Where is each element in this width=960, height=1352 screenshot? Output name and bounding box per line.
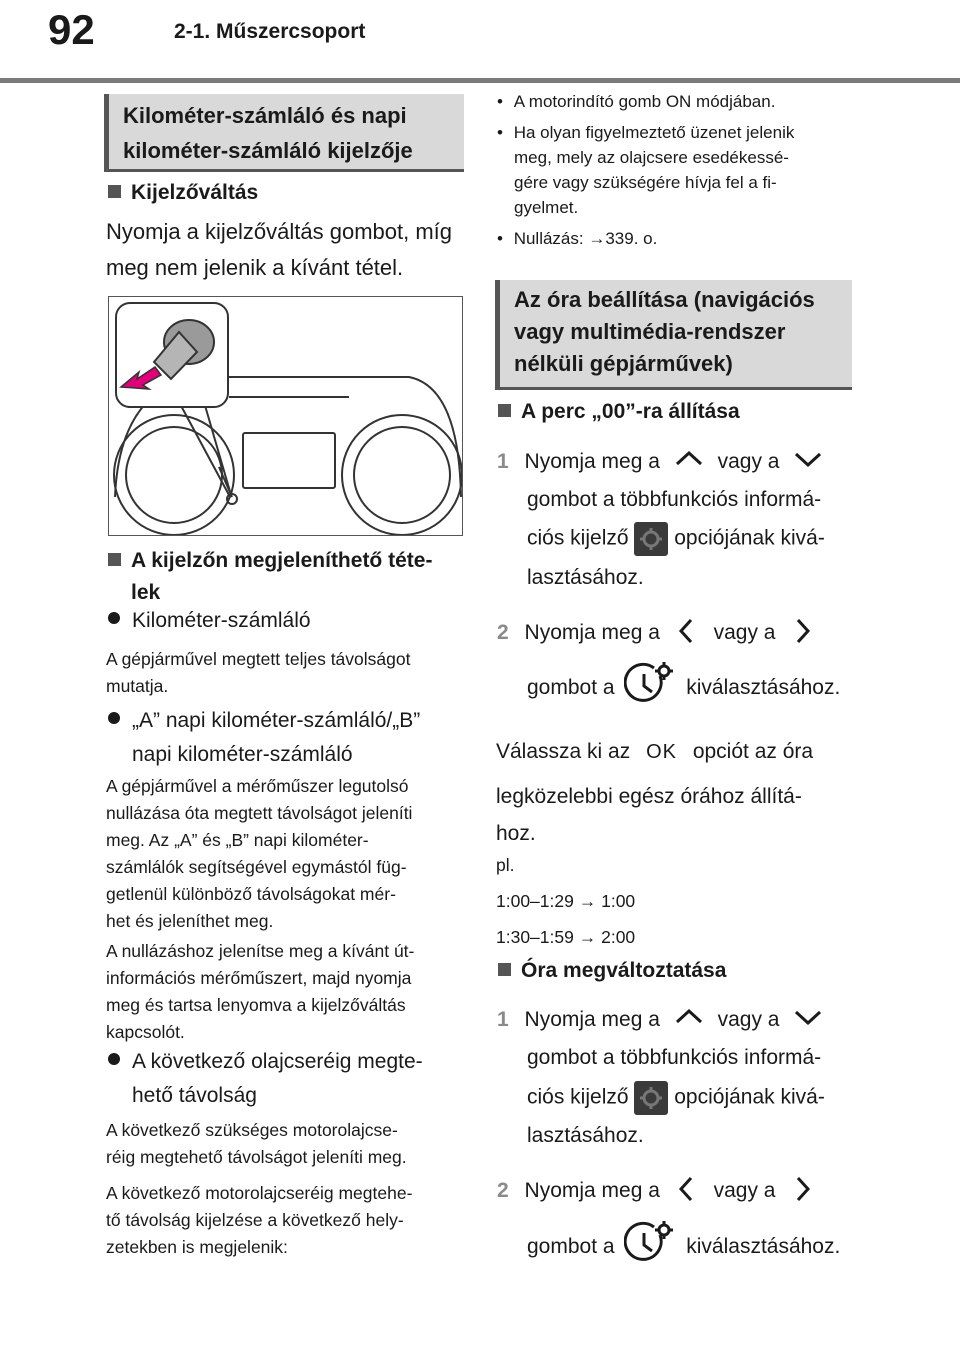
chevron-left-icon [672,616,702,646]
step1b-line2: gombot a többfunkciós informá- [527,1046,822,1069]
subheading-change-hour: Óra megváltoztatása [498,959,726,983]
section-title: 2-1. Műszercsoport [174,20,366,43]
square-bullet-icon [108,553,121,566]
left-heading-box [104,94,464,172]
square-bullet-icon [498,404,511,417]
chevron-right-icon [787,616,817,646]
text-trip-reset: A nullázáshoz jelenítse meg a kívánt út- információs mérőműszert, majd nyomja meg és tartsa lenyomva a kijelzőváltás kapcsolót. [106,941,415,1042]
para-ok: Válassza ki az OK opciót az óra [496,740,814,763]
bullet-icon [108,612,120,624]
gear-icon [634,522,668,556]
gear-icon [634,1081,668,1115]
step2b-line2: gombot a kiválasztásához. [527,1221,840,1265]
square-bullet-icon [498,963,511,976]
subheading-display-switch: Kijelzőváltás [108,181,258,205]
text-oil-change: A következő szükséges motorolajcse- réig megtehető távolságot jeleníti meg. [106,1120,407,1167]
ok-icon: OK [646,741,677,763]
clock-settings-icon [624,1221,676,1265]
chevron-right-icon [787,1174,817,1204]
header-rule [0,78,960,83]
clock-settings-icon [624,662,676,706]
left-heading-line2: kilométer-számláló kijelzője [123,138,413,163]
step1-line3: ciós kijelző opciójának kivá- [527,522,825,556]
bullet-oil-change: A következő olajcseréig megte- hető távolság [108,1045,423,1113]
step2b-line1: 2 Nyomja meg a vagy a [497,1174,817,1204]
bullet-trip-meter: „A” napi kilométer-számláló/„B” napi kilométer-számláló [108,704,420,772]
para-ok-cont: legközelebbi egész órához állítá- hoz. [496,785,802,845]
step1-line2: gombot a többfunkciós informá- [527,488,822,511]
chevron-up-icon [672,448,706,470]
step1b-line1: 1 Nyomja meg a vagy a [497,1006,825,1032]
text-oil-change-2: A következő motorolajcseréig megtehe- tő távolság kijelzése a következő hely- zetekben is megjelenik: [106,1183,413,1257]
chevron-up-icon [672,1006,706,1028]
step1-line1: 1 Nyomja meg a vagy a [497,448,825,474]
bullet-icon [108,1053,120,1065]
chevron-left-icon [672,1174,702,1204]
right-heading-box: Az óra beállítása (navigációs vagy multimédia-rendszer nélküli gépjárművek) [495,280,852,390]
instrument-cluster-illustration [108,296,463,536]
para-display-switch: Nyomja a kijelzőváltás gombot, míg meg nem jelenik a kívánt tétel. [106,219,453,280]
chevron-down-icon [791,1006,825,1028]
subheading-set-minutes: A perc „00”-ra állítása [498,400,740,424]
page-number: 92 [48,6,95,53]
example-label: pl. [496,855,515,875]
square-bullet-icon [108,185,121,198]
text-trip-meter: A gépjárművel a mérőműszer legutolsó nullázása óta megtett távolságot jeleníti meg. Az „A” és „B” napi kilométer- számlálók segítségével egymástól füg- getlenül különböző távolságokat mér- het és jeleníthet meg. [106,776,413,931]
text-odometer: A gépjárművel megtett teljes távolságot mutatja. [106,649,411,696]
step2-line2: gombot a kiválasztásához. [527,662,840,706]
subheading-display-items: A kijelzőn megjeleníthető téte- lek [108,545,432,609]
right-top-bullets: • A motorindító gomb ON módjában. • Ha olyan figyelmeztető üzenet jelenik meg, mely az olajcsere esedékessé- gére vagy szükségére hívja fel a fi- gyelmet. • Nullázás: →339. o. [497,92,795,248]
left-heading-line1: Kilométer-számláló és napi [123,103,407,128]
step1-line4: lasztásához. [527,566,644,589]
bullet-icon [108,712,120,724]
bullet-odometer: Kilométer-számláló [108,604,311,638]
example-2: 1:30–1:59 → 2:00 [496,927,636,947]
step1b-line4: lasztásához. [527,1124,644,1147]
example-1: 1:00–1:29 → 1:00 [496,891,636,911]
chevron-down-icon [791,448,825,470]
cluster-drawing [109,297,463,536]
step2-line1: 2 Nyomja meg a vagy a [497,616,817,646]
step1b-line3: ciós kijelző opciójának kivá- [527,1081,825,1115]
